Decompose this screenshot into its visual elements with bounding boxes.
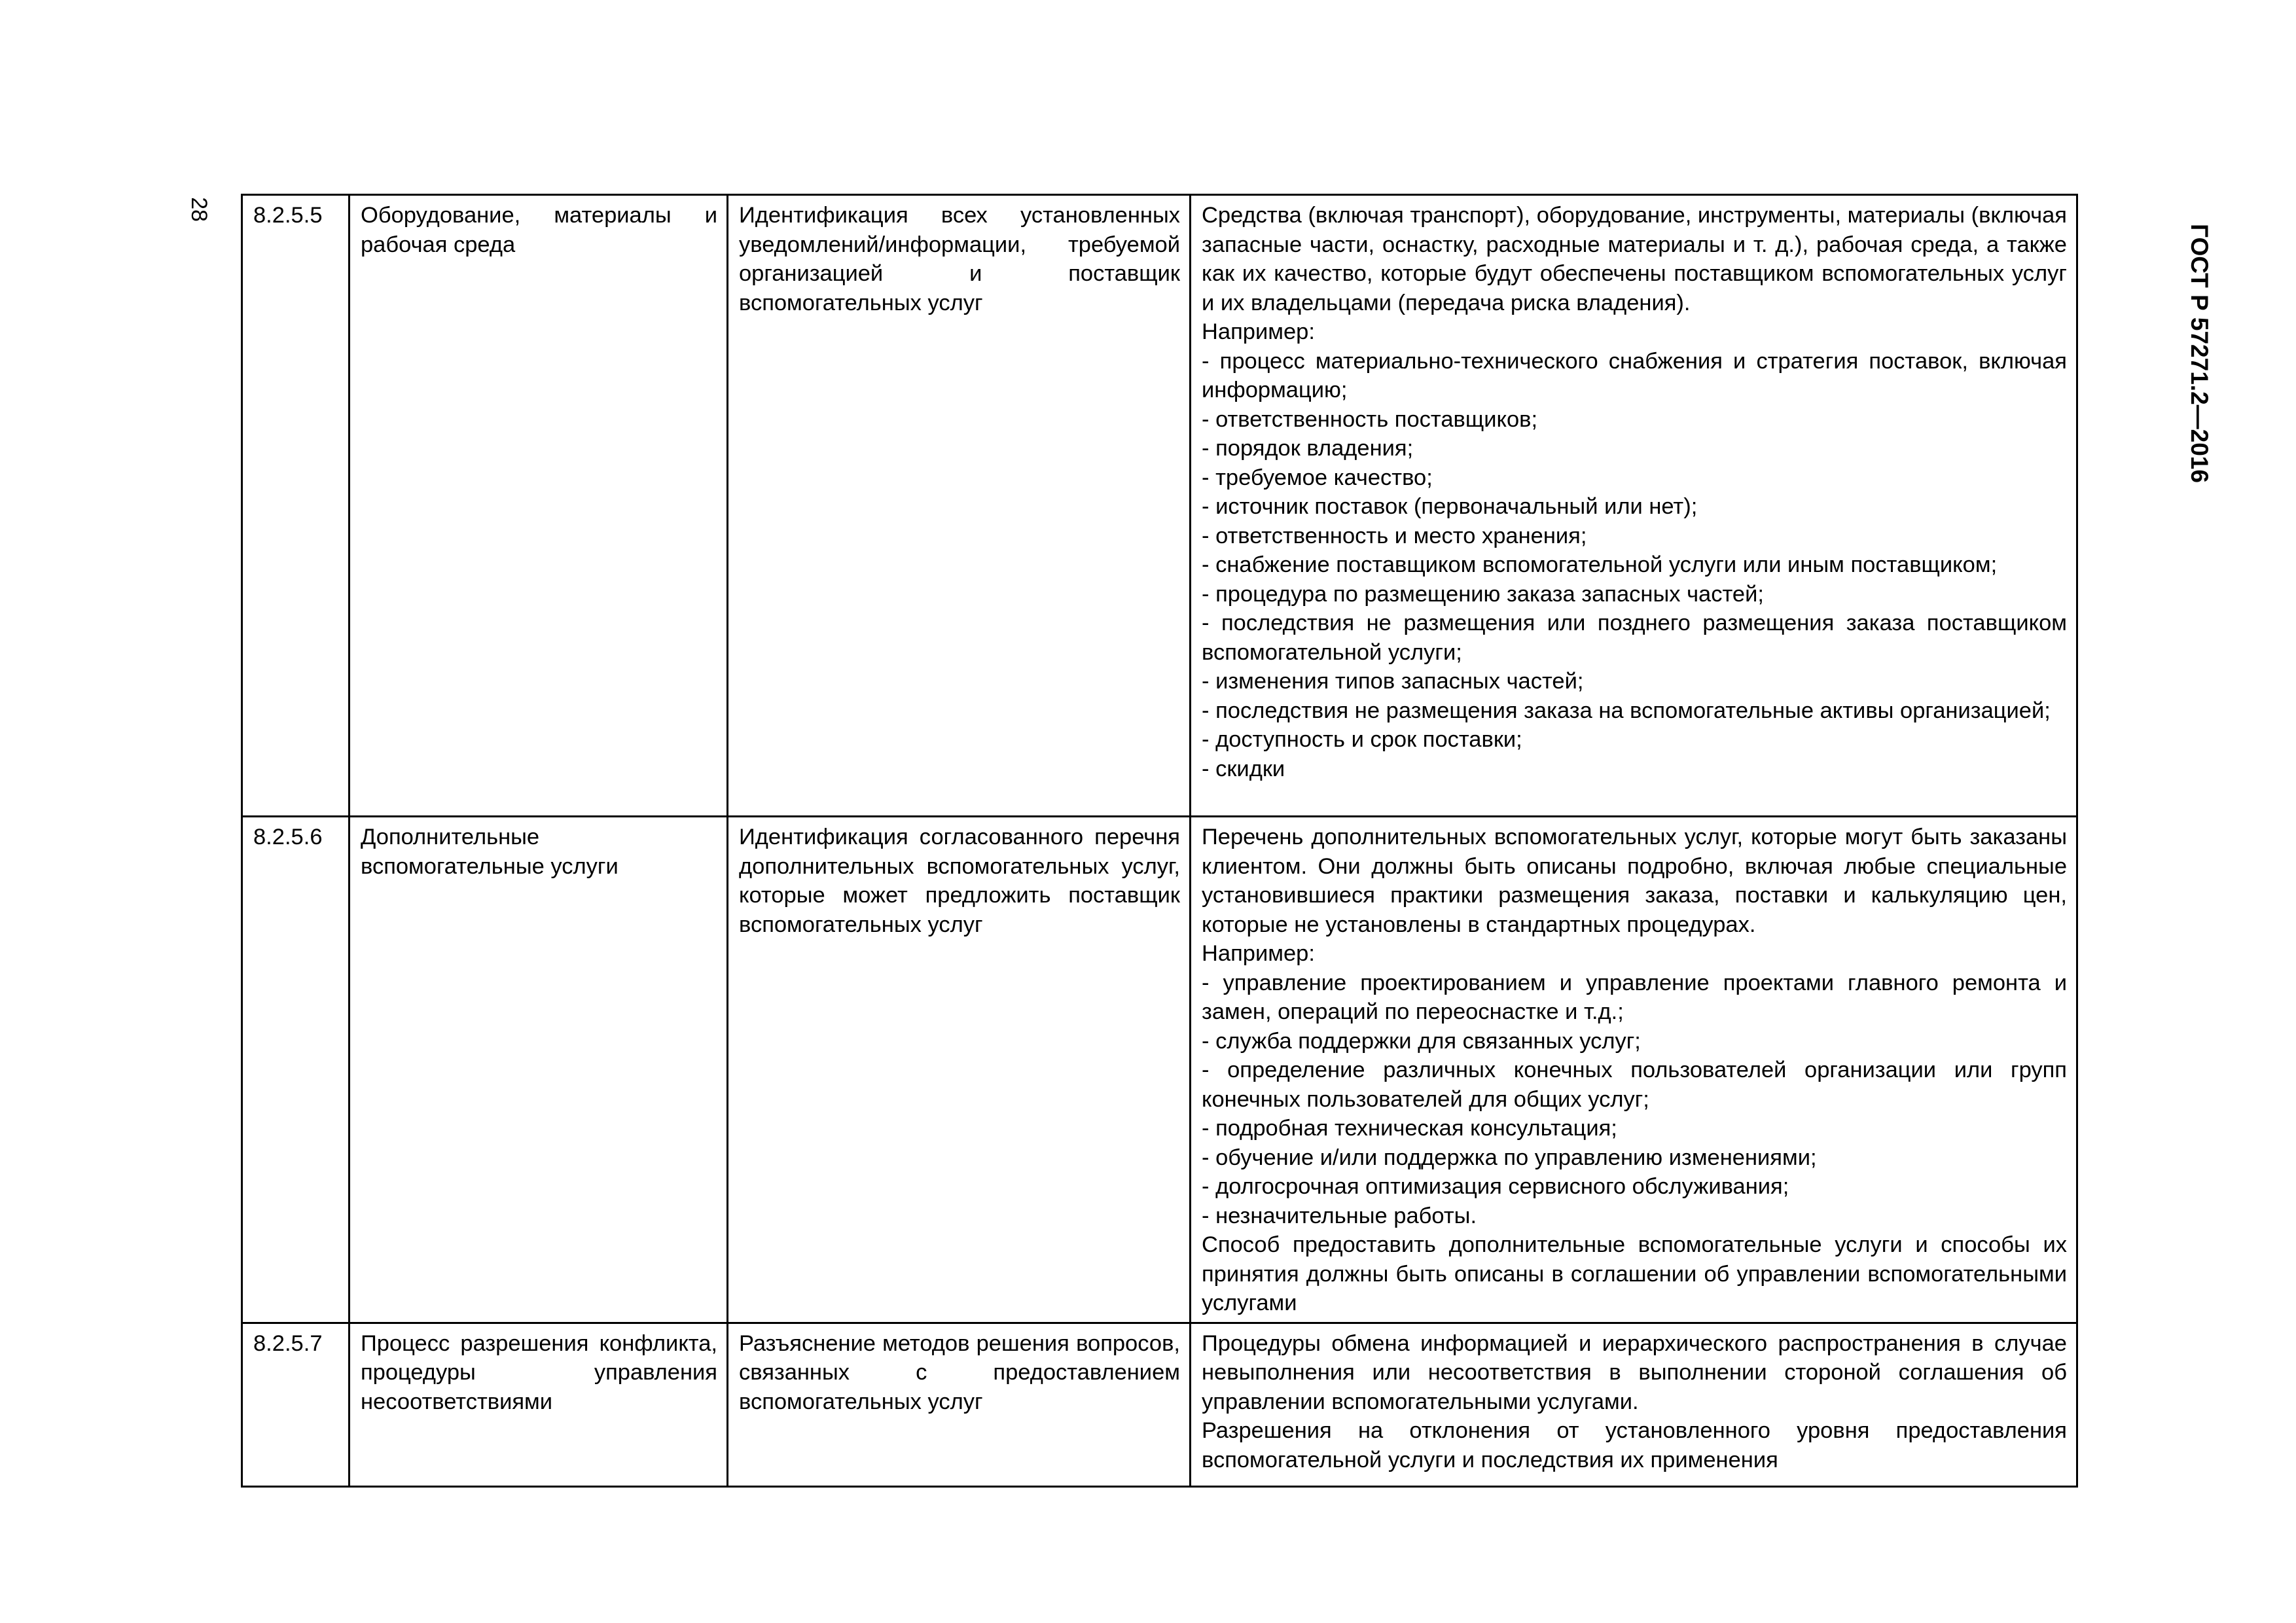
description-line: Средства (включая транспорт), оборудование, инструменты, материалы (включая запасные части, оснастку, расходные материалы и т. д.), рабочая среда, а также как их качество, которые будут обеспечены поставщиком вспомогательных услуг и их владельцами (передача риска владения). xyxy=(1202,203,2067,315)
description-line: - долгосрочная оптимизация сервисного обслуживания; xyxy=(1202,1174,1789,1199)
table-row xyxy=(242,195,2077,817)
description-line: - изменения типов запасных частей; xyxy=(1202,669,1584,694)
description-line: - служба поддержки для связанных услуг; xyxy=(1202,1028,1641,1054)
description-line: - скидки xyxy=(1202,756,1285,781)
description-line: - процесс материально-технического снабжения и стратегия поставок, включая информацию; xyxy=(1202,348,2067,402)
clause-description xyxy=(1191,1323,2077,1486)
clause-number: 8.2.5.5 xyxy=(242,195,350,817)
clause-title: Процесс разрешения конфликта, процедуры управления несоответствиями xyxy=(350,1323,728,1486)
description-line: - источник поставок (первоначальный или нет); xyxy=(1202,494,1698,519)
description-line: - обучение и/или поддержка по управлению изменениями; xyxy=(1202,1145,1817,1170)
clause-requirement: Разъяснение методов решения вопросов, связанных с предоставлением вспомогательных услуг xyxy=(728,1323,1191,1486)
clause-requirement: Идентификация согласованного перечня дополнительных вспомогательных услуг, которые может предложить поставщик вспомогательных услуг xyxy=(728,817,1191,1323)
description-line: Например: xyxy=(1202,941,1315,966)
description-line: Процедуры обмена информацией и иерархического распространения в случае невыполнения или несоответствия в выполнении стороной соглашения об управлении вспомогательными услугами. xyxy=(1202,1330,2067,1414)
description-line: - процедура по размещению заказа запасных частей; xyxy=(1202,581,1764,607)
table-row xyxy=(242,817,2077,1323)
page-number: 28 xyxy=(186,197,211,222)
requirements-table xyxy=(241,194,2078,1488)
clause-number: 8.2.5.6 xyxy=(242,817,350,1323)
description-line: - снабжение поставщиком вспомогательной услуги или иным поставщиком; xyxy=(1202,552,1998,577)
description-line: - требуемое качество; xyxy=(1202,465,1433,490)
description-line: Например: xyxy=(1202,319,1315,344)
clause-number: 8.2.5.7 xyxy=(242,1323,350,1486)
description-line: Разрешения на отклонения от установленного уровня предоставления вспомогательной услуги и последствия их применения xyxy=(1202,1418,2067,1472)
table-row xyxy=(242,1323,2077,1486)
clause-requirement: Идентификация всех установленных уведомлений/информации, требуемой организацией и поставщик вспомогательных услуг xyxy=(728,195,1191,817)
description-line: - доступность и срок поставки; xyxy=(1202,727,1522,752)
clause-description xyxy=(1191,817,2077,1323)
description-line: Способ предоставить дополнительные вспомогательные услуги и способы их принятия должны быть описаны в соглашении об управлении вспомогательными услугами xyxy=(1202,1232,2067,1315)
description-line: - управление проектированием и управление проектами главного ремонта и замен, операций по переоснастке и т.д.; xyxy=(1202,970,2067,1024)
description-line: - последствия не размещения или позднего размещения заказа поставщиком вспомогательной услуги; xyxy=(1202,611,2067,665)
description-line: - определение различных конечных пользователей организации или групп конечных пользователей для общих услуг; xyxy=(1202,1058,2067,1112)
description-line: - незначительные работы. xyxy=(1202,1203,1477,1228)
clause-title: Дополнительные вспомогательные услуги xyxy=(350,817,728,1323)
description-line: - подробная техническая консультация; xyxy=(1202,1116,1617,1141)
description-line: Перечень дополнительных вспомогательных услуг, которые могут быть заказаны клиентом. Они должны быть описаны подробно, включая любые специальные установившиеся практики размещения заказа, поставки и калькуляцию цен, которые не установлены в стандартных процедурах. xyxy=(1202,825,2067,937)
clause-description xyxy=(1191,195,2077,817)
clause-title: Оборудование, материалы и рабочая среда xyxy=(350,195,728,817)
document-code: ГОСТ Р 57271.2—2016 xyxy=(2186,224,2213,483)
description-line: - порядок владения; xyxy=(1202,436,1414,461)
description-line: - ответственность и место хранения; xyxy=(1202,523,1587,548)
description-line: - последствия не размещения заказа на вспомогательные активы организацией; xyxy=(1202,698,2051,723)
description-line: - ответственность поставщиков; xyxy=(1202,406,1538,432)
